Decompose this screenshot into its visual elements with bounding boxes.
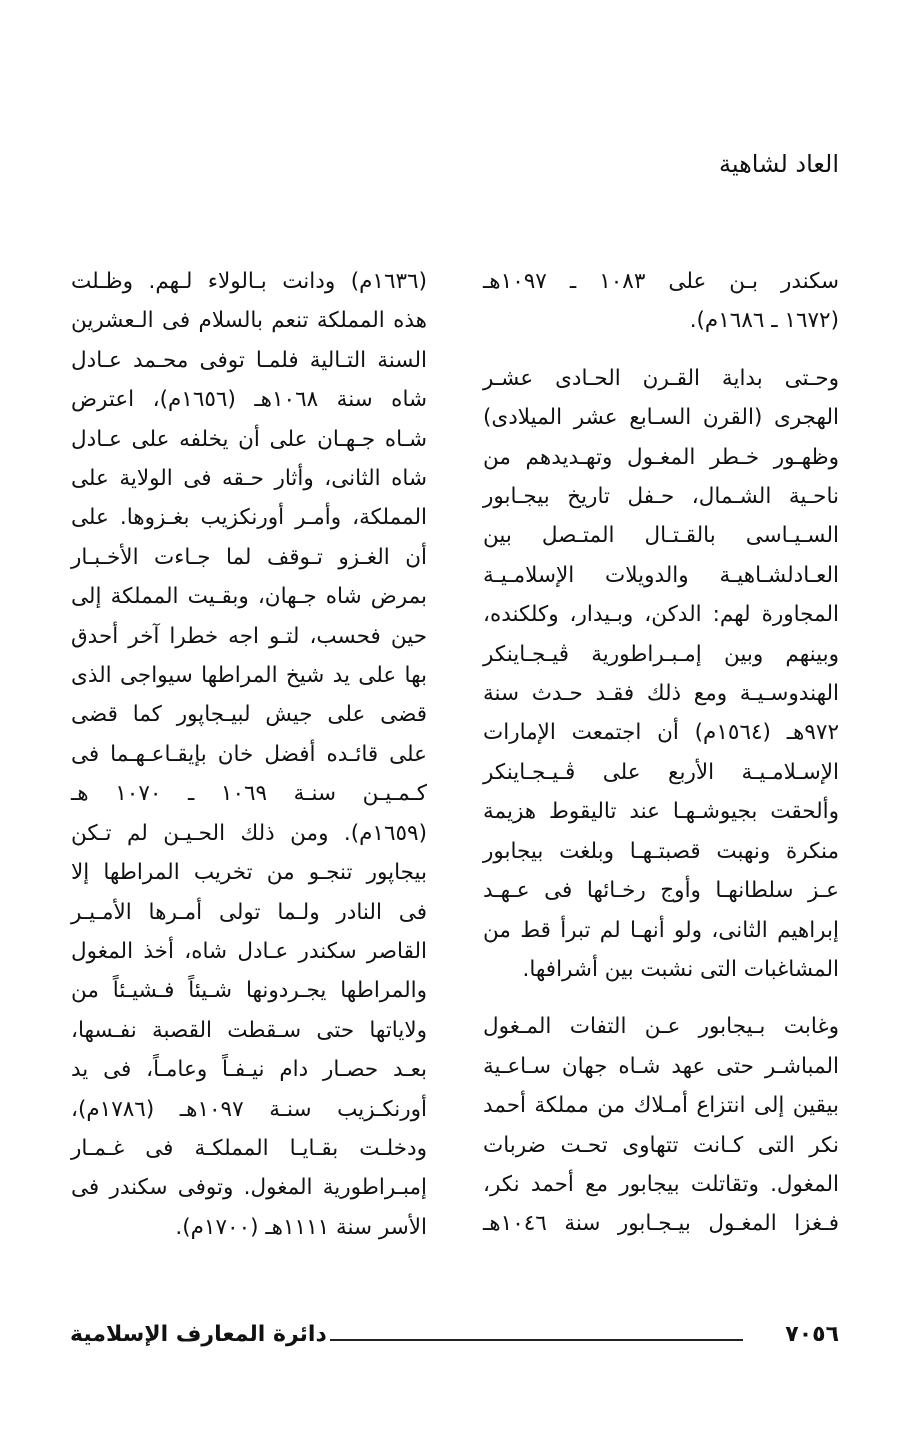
- paragraph: [483, 359, 839, 990]
- text-line: شاه سنة ١٠٦٨هـ (١٦٥٦م)، اعترض: [71, 387, 428, 413]
- page-footer: [70, 1322, 839, 1358]
- text-line: ودخلـت بقـايـا المملكـة فى غـمـار: [71, 1135, 427, 1161]
- text-line: قضى على جيش لبيـجاپور كما قضى: [71, 702, 427, 728]
- text-line: المغول. وتقاتلت بيجابور مع أحمد نكر،: [483, 1171, 839, 1197]
- text-line: عـز سلطانهـا وأوج رخـائها فى عـهـد: [483, 878, 839, 904]
- text-line: شـاه جـهـان على أن يخلفه على عـادل: [71, 426, 427, 452]
- text-line: المباشـر حتى عهد شـاه جهان سـاعـية: [483, 1053, 839, 1079]
- page-number: ٧٠٥٦: [785, 1322, 839, 1347]
- text-line: سكندر بـن على ١٠٨٣ ـ ١٠٩٧هـ: [483, 269, 840, 294]
- text-line: فى النادر ولـما تولى أمـرها الأمـيـر: [71, 899, 427, 925]
- left-column: [71, 262, 427, 1247]
- text-line: بيجاپور تنجـو من تخريب المراطها إلا: [71, 860, 427, 886]
- text-line: وغابت بـيجابور عـن التفات المـغول: [483, 1014, 839, 1040]
- text-line: نكر التى كـانت تتهاوى تحـت ضربات: [483, 1132, 839, 1158]
- paragraph: [483, 1007, 839, 1243]
- text-line: بها على يد شيخ المراطها سيواجى الذى: [71, 663, 427, 689]
- text-line: إبراهيم الثانى، ولو أنهـا لم تبرأ قط من: [483, 917, 839, 943]
- text-line: المملكة، وأمـر أورنكزيب بغـزوها. على: [71, 505, 427, 531]
- text-line: بعـد حصـار دام نيـفـاً وعامـاً، فى يد: [71, 1057, 427, 1083]
- publication-title: دائرة المعارف الإسلامية: [70, 1322, 327, 1347]
- text-line: منكرة ونهبت قصبتـهـا وبلغت بيجابور: [483, 838, 839, 864]
- footer-divider: [330, 1339, 743, 1341]
- text-line: وظهـور خـطر المغـول وتهـديدهم من: [483, 444, 839, 470]
- text-line: كـمـيـن سنـة ١٠٦٩ ـ ١٠٧٠ هـ: [71, 781, 427, 807]
- text-line: السنة التـالية فلمـا توفى محـمد عـادل: [71, 347, 427, 373]
- text-line: والمراطها يجـردونها شـيئاً فـشيـئاً من: [71, 978, 427, 1004]
- text-line: أورنكـزيب سنـة ١٠٩٧هـ (١٧٨٦م)،: [71, 1096, 427, 1122]
- text-line: الإسـلامـيـة الأربع على ڤـيـجـاينكر: [483, 759, 839, 785]
- text-line: بيقين إلى انتزاع أمـلاك من مملكة أحمد: [483, 1093, 839, 1119]
- text-line: على قائـده أفضل خان بإيقـاعـهـما فى: [71, 741, 427, 767]
- text-line: (١٦٧٢ ـ ١٦٨٦م).: [689, 308, 839, 334]
- text-line: الأسر سنة ١١١١هـ (١٧٠٠م).: [175, 1214, 427, 1240]
- text-line: القاصر سكندر عـادل شاه، أخذ المغول: [71, 938, 427, 964]
- text-line: ولاياتها حتى سـقطت القصبة نفـسها،: [71, 1017, 427, 1043]
- right-column: [483, 262, 839, 1244]
- text-line: بمرض شاه جـهان، وبقـيت المملكة إلى: [71, 584, 427, 610]
- text-line: شاه الثانى، وأثار حـقه فى الولاية على: [71, 466, 427, 492]
- text-line: المشاغبات التى نشبت بين أشرافها.: [522, 956, 839, 982]
- text-line: فـغزا المغـول بيـجـابور سنة ١٠٤٦هـ: [483, 1211, 839, 1237]
- text-line: حين فحسب، لتـو اجه خطرا آخر أحدق: [71, 623, 427, 649]
- running-header: العاد لشاهية: [719, 150, 839, 178]
- text-line: السـيـاسى بالقـتـال المتـصل بين: [483, 523, 839, 549]
- text-line: (١٦٣٦م) ودانت بـالولاء لـهم. وظـلت: [71, 269, 427, 294]
- text-line: ٩٧٢هـ (١٥٦٤م) أن اجتمعت الإمارات: [483, 720, 839, 746]
- text-line: العـادلشـاهيـة والدويلات الإسلامـيـة: [483, 562, 839, 588]
- text-line: إمبـراطورية المغول. وتوفى سكندر فى: [71, 1175, 427, 1201]
- text-line: ناحـية الشـمال، حـفل تاريخ بيجـابور: [483, 484, 839, 510]
- text-line: وبينهم وبين إمـبـراطورية ڤيـجـاينكر: [483, 641, 839, 667]
- paragraph: [483, 262, 839, 341]
- text-line: وحـتى بداية القـرن الحـادى عشـر: [483, 365, 839, 391]
- paragraph: [71, 262, 427, 1247]
- text-line: الهجرى (القرن السـابع عشر الميلادى): [483, 405, 839, 431]
- text-line: الهندوسـيـة ومع ذلك فقـد حـدث سنة: [483, 681, 839, 707]
- text-line: هذه المملكة تنعم بالسلام فى الـعشرين: [71, 308, 427, 334]
- text-line: (١٦٥٩م). ومن ذلك الحـيـن لم تـكن: [71, 820, 427, 846]
- text-line: وألحقت بجيوشـهـا عند تاليقوط هزيمة: [483, 799, 839, 825]
- text-line: أن الغـزو تـوقف لما جـاءت الأخـبـار: [71, 544, 427, 570]
- text-line: المجاورة لهم: الدكن، وبـيدار، وكلكنده،: [483, 602, 839, 628]
